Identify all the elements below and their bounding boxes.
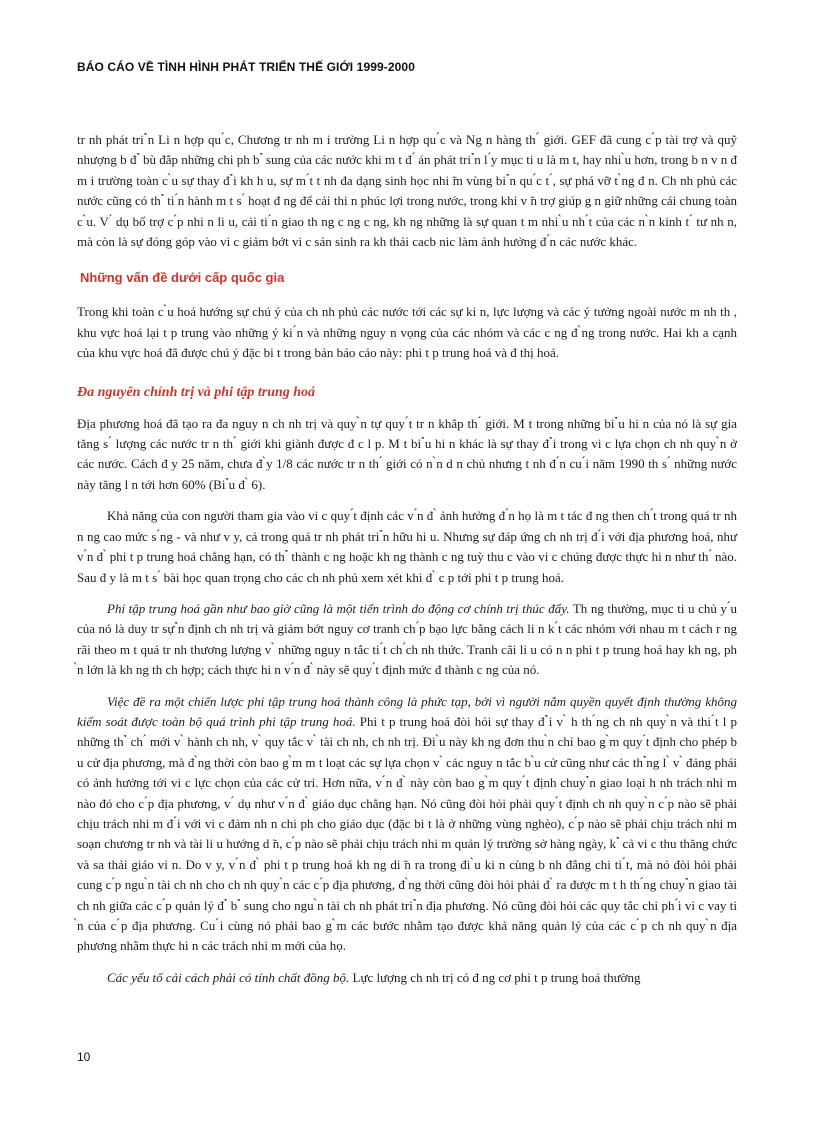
section-heading: Những vấn đề dưới cấp quốc gia [80,270,285,286]
paragraph-5 [77,599,737,681]
paragraph-6-lead: Việc đề ra một chiến lược phi tập trung hoá thành công là phức tạp, bởi vì người nắm quyền quyết định thường không kiểm soát được toàn bộ quá trình phi tập trung hoá. [77,693,737,729]
subsection-heading: Đa nguyên chính trị và phi tập trung hoá [77,384,316,400]
page-content [77,130,737,988]
paragraph-5-body: Th ng thường, mục ti u chủ y ́u của nó là duy tr sự ̉n định ch nh trị và giảm bớt nguy cơ tranh ch ́p bạo lực bằng cách li n k ́t các nhóm với nhau m t cách r ng rãi theo m t quá tr nh thương lượng v ̀ những nguy n tắc ti ́t ch ́ch nh thức. Tranh cãi li u có n n phi t p trung hoá hay kh ng, ph ̀n lớn là kh ng th ch hợp; cách thực hi n v ́n đ ̀ này sẽ quy ́t định mức đ thành c ng của nó. [77,600,737,678]
paragraph-7-lead: Các yếu tố cải cách phải có tính chất đồng bộ. [107,969,350,985]
paragraph-5-lead: Phi tập trung hoá gần như bao giờ cũng là một tiến trình do động cơ chính trị thúc đẩy. [107,600,570,616]
paragraph-7-body: Lực lượng ch nh trị có đ ng cơ phi t p trung hoá thường [349,969,641,985]
page-number: 10 [77,1050,91,1064]
paragraph-4: Khả năng của con người tham gia vào vi c quy ́t định các v ́n đ ̀ ảnh hưởng đ ́n họ là m t tác đ ng then ch ́t trong quá tr nh n ng cao mức s ́ng - và như v y, cả trong quá tr nh phát tri ̉n hữu hi u. Nhưng sự đáp ứng ch nh trị đ ́i với địa phương hoá, như v ́n đ ̀ phi t p trung hoá chẳng hạn, có th ̉ thành c ng hoặc kh ng thành c ng tuỳ thu c vào vi c chúng được thực hi n như th ́ nào. Sau đ y là m t s ́ bài học quan trọng cho các ch nh phủ xem xét khi đ ̀ c p tới phi t p trung hoá. [77,508,737,585]
paragraph-6 [77,692,737,957]
paragraph-7 [77,968,737,988]
paragraph-1: tr nh phát tri ̉n Li n hợp qu ́c, Chương tr nh m i trường Li n hợp qu ́c và Ng n hàng th ́ giới. GEF đã cung c ́p tài trợ và quỹ nhượng b đ ̉ bù đắp những chi ph b ̉ sung của các nước khi m t đ ́ án phát tri ̉n l ́y mục ti u là m t, hay nhi ̀u hơn, trong b n v n đ m i trường toàn c ̀u sự thay đ ̉i kh h u, sự m ́t t nh đa dạng sinh học nhi ̃m vùng bi ̉n qu ́c t ́, sự phá vỡ t ̀ng đ n. Ch nh phủ các nước cũng có th ̉ ti ́n hành m t s ́ hoạt đ ng để cải thi n phúc lợi trong nước, trong khi v ̃n trợ giúp g n giữ những cái chung toàn c ̀u. V ́ dụ bổ trợ c ́p nhi n li u, cải ti ́n giao th ng c ng c ng, kh ng những là sự quan t m nhi ̀u nh ́t của các n ̀n kinh t ́ tư nh n, mà còn là sự đóng góp vào vi c giảm bớt vi c sản sinh ra kh thải cacb nic làm ảnh hưởng đ ́n các nước khác. [77,132,737,250]
paragraph-6-body: Phi t p trung hoá đòi hỏi sự thay đ ̉i v ̀ h th ́ng ch nh quy ̀n và thi ́t l p những th ̉ ch ́ mới v ̀ hành ch nh, v ̀ quy tắc v ̀ tài ch nh, ch nh trị. Đi ̀u này kh ng đơn thu ̀n chỉ bao g ̀m quy ́t định cho phép b u cử địa phương, mà đ ̀ng thời còn bao g ̀m m t loạt các sự lựa chọn v ̀ các nguy n tắc b ̀u cử cũng như các th ̉ng l ̀ v ̀ đảng phái có ảnh hưởng tới vi c lực chọn của các cử tri. Hơn nữa, v ́n đ ̀ này còn bao g ̀m quy ́t định chuy ̉n giao loại h nh trách nhi m nào đó cho c ́p địa phương, v ́ dụ như v ́n đ ̀ giáo dục chẳng hạn. Nó cũng đòi hỏi phải quy ́t định ch nh quy ̀n c ́p nào sẽ phải chịu trách nhi m đ ́i với vi c đảm nh n chi ph cho giáo dục (đặc bi t là ở những vùng nghèo), c ́p nào sẽ phải chịu trách nhi m soạn chương tr nh và tài li u hướng d ̃n, c ́p nào sẽ phải chịu trách nhi m quản lý trường sở hàng ngày, k ̉ cả vi c thu thăng chức và sa thải giáo vi n. Do v y, v ́n đ ̀ phi t p trung hoá kh ng di ̃n ra trong đi ̀u ki n cùng b nh đẳng chi ti ́t, mà nó đòi hỏi phải cung c ́p ngu ̀n tài ch nh cho ch nh quy ̀n các c ́p địa phương, đ ̀ng thời cũng đòi hỏi phải đ ̀ ra được m t h th ́ng chuy ̉n giao tài ch nh giữa các c ́p quản lý đ ̉ b ̉ sung cho ngu ̀n tài ch nh phát tri ̉n địa phương. Nó cũng đòi hỏi các quy tắc chi ph ́i vi c vay ti ̀n của c ́p địa phương. Cu ́i cùng nó phải bao g ̀m các bước nhằm tạo được khả năng quản lý của các c ́p ch nh quy ̀n địa phương nhằm thực hi n các trách nhi m mới của họ. [77,713,737,954]
paragraph-2: Trong khi toàn c ̀u hoá hướng sự chú ý của ch nh phủ các nước tới các sự ki n, lực lượng và các ý tưởng ngoài nước m nh th , khu vực hoá lại t p trung vào những ý ki ́n và những nguy n vọng của các nhóm và các c ng đ ̀ng trong nước. Hai kh a cạnh của khu vực hoá đã được chú ý đặc bi t trong bản báo cáo này: phi t p trung hoá và đ thị hoá. [77,304,737,361]
running-header: BÁO CÁO VỀ TÌNH HÌNH PHÁT TRIỂN THẾ GIỚI 1999-2000 [77,60,415,74]
paragraph-3: Địa phương hoá đã tạo ra đa nguy n ch nh trị và quy ̀n tự quy ́t tr n khắp th ́ giới. M t trong những bi ̉u hi n của nó là sự gia tăng s ́ lượng các nước tr n th ́ giới khi giành được đ c l p. M t bi ̉u hi n khác là sự thay đ ̉i trong vi c lựa chọn ch nh quy ̀n ở các nước. Cách đ y 25 năm, chưa đ ̀y 1/8 các nước tr n th ́ giới có n ̀n d n chủ nhưng t nh đ ́n cu ́i năm 1990 th s ́ những nước này tăng l n tới hơn 60% (Bi ̉u đ ̀ 6). [77,415,737,492]
